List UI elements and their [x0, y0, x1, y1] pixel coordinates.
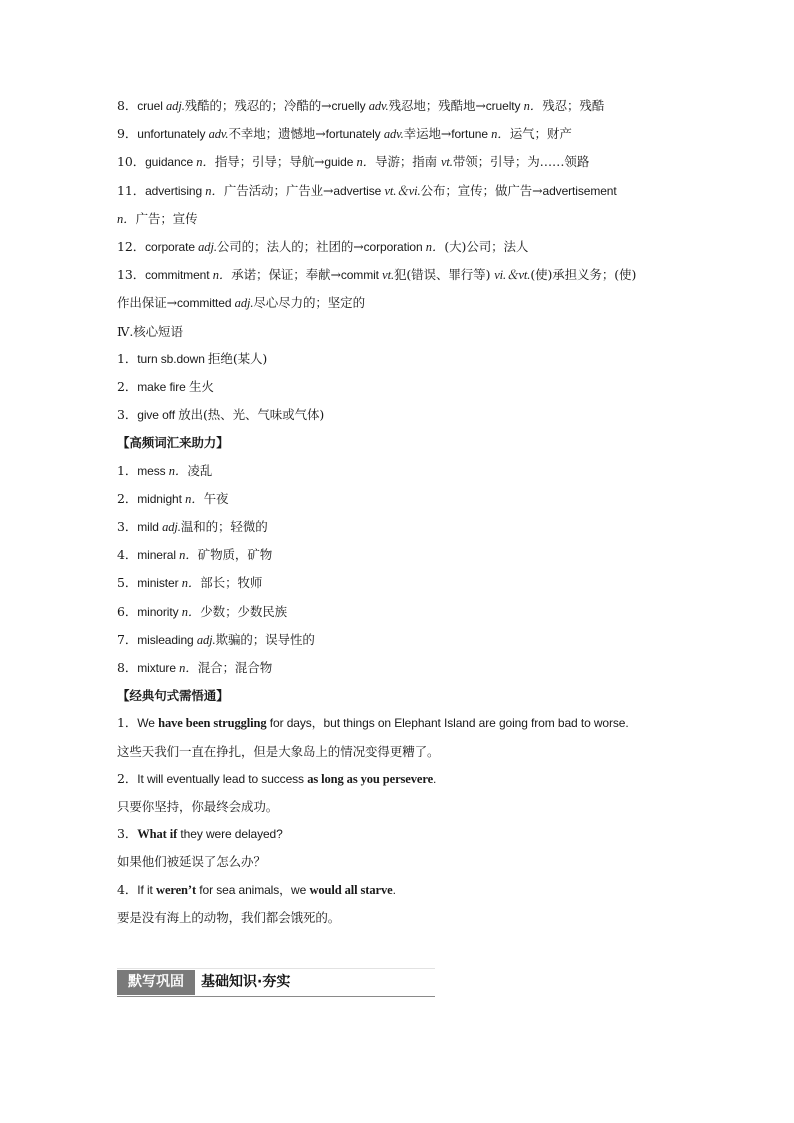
- vocab-line: 10．guidance n．指导；引导；导航→guide n．导游；指南 vt.带领；引导；为……领路: [117, 154, 590, 170]
- vocab-line: 8．cruel adj.残酷的；残忍的；冷酷的→cruelly adv.残忍地；残酷地→cruelty n．残忍；残酷: [117, 98, 605, 113]
- banner-underline: [117, 996, 435, 997]
- classic-sentence-en: 2．It will eventually lead to success as long as you persevere.: [117, 770, 437, 786]
- classic-sentence-zh: 这些天我们一直在挣扎，但是大象岛上的情况变得更糟了。: [117, 743, 440, 759]
- vocab-line: 11．advertising n．广告活动；广告业→advertise vt.＆vi.公布；宣传；做广告→advertisement: [117, 182, 617, 198]
- classic-sentence-zh: 如果他们被延误了怎么办？: [117, 854, 266, 870]
- vocab-line-cont: 作出保证→committed adj.尽心尽力的；坚定的: [117, 295, 365, 311]
- classic-sentence-zh: 要是没有海上的动物，我们都会饿死的。: [117, 909, 341, 925]
- document-body: [117, 92, 682, 931]
- classic-sentence-en: 1．We have been struggling for days，but things on Elephant Island are going from bad to worse.: [117, 715, 629, 731]
- classic-title: 【经典句式需悟通】: [117, 688, 229, 704]
- vocab-line: 9．unfortunately adv.不幸地；遗憾地→fortunately adv.幸运地→fortune n．运气；财产: [117, 126, 572, 142]
- freq-item: 2．midnight n．午夜: [117, 490, 229, 506]
- vocab-line: 12．corporate adj.公司的；法人的；社团的→corporation n．(大)公司；法人: [117, 239, 529, 255]
- freq-item: 7．misleading adj.欺骗的；误导性的: [117, 631, 315, 647]
- banner-top-rule: [117, 968, 435, 969]
- phrase-item: 3．give off 放出(热、光、气味或气体): [117, 407, 325, 423]
- freq-item: 6．minority n．少数；少数民族: [117, 603, 288, 619]
- banner-label-box: 默写巩固: [117, 970, 195, 995]
- section-banner: [117, 970, 435, 997]
- freq-item: 4．mineral n．矿物质，矿物: [117, 547, 273, 563]
- classic-sentence-zh: 只要你坚持，你最终会成功。: [117, 799, 279, 815]
- freq-item: 8．mixture n．混合；混合物: [117, 660, 273, 676]
- vocab-line-cont: n．广告；宣传: [117, 210, 198, 226]
- freq-item: 5．minister n．部长；牧师: [117, 575, 263, 591]
- classic-sentence-en: 4．If it weren’t for sea animals，we would all starve.: [117, 881, 396, 897]
- phrase-item: 1．turn sb.down 拒绝(某人): [117, 350, 268, 366]
- vocab-line: 13．commitment n．承诺；保证；奉献→commit vt.犯(错误、罪行等) vi.＆vt.(使)承担义务；(使): [117, 267, 637, 283]
- phrase-item: 2．make fire 生火: [117, 379, 214, 395]
- freq-item: 3．mild adj.温和的；轻微的: [117, 519, 268, 535]
- banner-label-text: 基础知识·夯实: [201, 974, 291, 990]
- section-title: Ⅳ.核心短语: [117, 323, 183, 339]
- freq-item: 1．mess n．凌乱: [117, 462, 213, 478]
- classic-sentence-en: 3．What if they were delayed?: [117, 826, 283, 842]
- freq-title: 【高频词汇来助力】: [117, 435, 229, 451]
